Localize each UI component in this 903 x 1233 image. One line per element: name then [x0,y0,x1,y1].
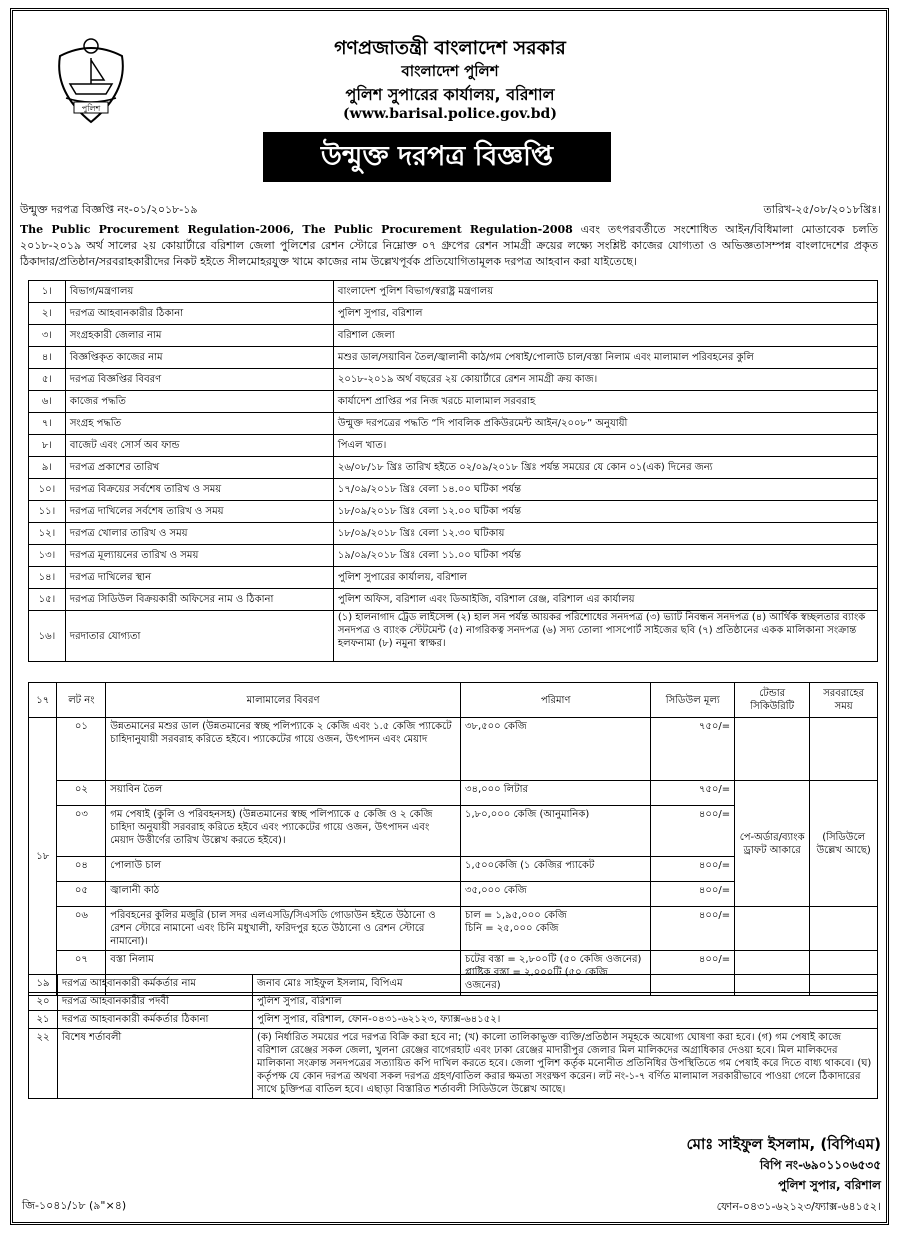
seal-text: পুলিশ [81,104,101,113]
info-row [29,523,878,545]
info-row-value: ২৬/০৮/১৮ খ্রিঃ তারিখ হইতে ০২/০৯/২০১৮ খ্রিঃ পর্যন্ত সময়ের যে কোন ০১(এক) দিনের জন্য [333,457,877,479]
notice-banner: উন্মুক্ত দরপত্র বিজ্ঞপ্তি [263,132,611,182]
info-row-value: পিএল খাত। [333,435,877,457]
info-row-number: ১৩। [29,545,66,567]
lot-number: ০২ [57,781,106,806]
officer-row-value: পুলিশ সুপার, বরিশাল [253,993,878,1011]
info-row-number: ১০। [29,479,66,501]
info-row [29,281,878,303]
info-row-value: মশুর ডাল/সয়াবিন তৈল/জ্বালানী কাঠ/গম পেষাই/পোলাউ চাল/বস্তা নিলাম এবং মালামাল পরিবহনের কুলি [333,347,877,369]
officer-row-value: পুলিশ সুপার, বরিশাল, ফোন-০৪৩১-৬২১২৩, ফ্যাক্স-৬৪১৫২। [253,1011,878,1029]
info-row-value: ১৮/০৯/২০১৮ খ্রিঃ বেলা ১২.০০ ঘটিকা পর্যন্ত [333,501,877,523]
info-row-value: পুলিশ সুপার, বরিশাল [333,303,877,325]
info-row-value: কার্যাদেশ প্রাপ্তির পর নিজ খরচে মালামাল সরবরাহ [333,391,877,413]
lot-quantity: ১,৫০০কেজি (১ কেজির প্যাকেট [460,857,650,882]
info-row-label: দরপত্র বিক্রয়ের সর্বশেষ তারিখ ও সময় [65,479,333,501]
lots-header-row [29,683,878,718]
info-row-label: দরপত্র খোলার তারিখ ও সময় [65,523,333,545]
lot-schedule-price: ৪০০/= [651,882,735,907]
notice-number: উন্মুক্ত দরপত্র বিজ্ঞপ্তি নং-০১/২০১৮-১৯ [20,203,198,216]
lot-number: ০১ [57,718,106,781]
officer-row-label: দরপত্র আহবানকারী কর্মকর্তার ঠিকানা [58,1011,253,1029]
lots-table [28,682,878,996]
info-row [29,435,878,457]
info-row-label: কাজের পদ্ধতি [65,391,333,413]
lot-quantity: ৩৫,০০০ কেজি [460,882,650,907]
signatory-contact: ফোন-০৪৩১-৬২১২৩/ফ্যাক্স-৬৪১৫২। [716,1200,881,1213]
info-row-number: ৭। [29,413,66,435]
notice-date: তারিখ-২৫/০৮/২০১৮খ্রিঃ। [763,203,881,216]
info-row [29,567,878,589]
lot-row [29,781,878,806]
info-row-label: দরপত্র মূল্যায়নের তারিখ ও সময় [65,545,333,567]
info-row-value: উন্মুক্ত দরপত্রের পদ্ধতি “দি পাবলিক প্রকিউরমেন্ট আইন/২০০৮” অনুযায়ী [333,413,877,435]
price-header: সিডিউল মূল্য [651,683,735,718]
lot-number: ০৬ [57,907,106,951]
info-row-label: দরপত্র সিডিউল বিক্রয়কারী অফিসের নাম ও ঠিকানা [65,589,333,611]
department-title: বাংলাদেশ পুলিশ [401,62,499,80]
info-row [29,369,878,391]
signatory-designation: পুলিশ সুপার, বরিশাল [778,1178,881,1192]
info-row-value: ২০১৮-২০১৯ অর্থ বছরের ২য় কোয়ার্টারে রেশন সামগ্রী ক্রয় কাজ। [333,369,877,391]
officer-row-label: বিশেষ শর্তাবলী [58,1029,253,1099]
intro-text: এবং তৎপরবর্তীতে সংশোধিত আইন/বিধিমালা মোতাবেক চলতি ২০১৮-২০১৯ অর্থ সালের ২য় কোয়ার্টারে বরিশাল জেলা পুলিশের রেশন স্টোরে নিম্নোক্ত ০৭ গ্রুপের রেশন সামগ্রী ক্রয়ের লক্ষ্যে সংশ্লিষ্ট কাজের যোগ্যতা ও অভিজ্ঞতাসম্পন্ন বাংলাদেশের প্রকৃত ঠিকাদার/প্রতিষ্ঠান/সরবরাহকারীদের নিকট হইতে সীলমোহরযুক্ত খামে কাজের নাম উল্লেখপূর্বক প্রতিযোগিতামূলক দরপত্র আহবান করা যাইতেছে। [20,223,878,268]
info-row-number: ১৪। [29,567,66,589]
time-header: সরবরাহের সময় [810,683,878,718]
info-row-number: ১৬। [29,611,66,662]
info-row-value: পুলিশ অফিস, বরিশাল এবং ডিআইজি, বরিশাল রেঞ্জ, বরিশাল এর কার্যালয় [333,589,877,611]
officer-row-label: দরপত্র আহবানকারী কর্মকর্তার নাম [58,975,253,993]
officer-row-value: জনাব মোঃ সাইফুল ইসলাম, বিপিএম [253,975,878,993]
lot-description: বস্তা নিলাম [106,951,461,996]
info-row [29,325,878,347]
lot-description: জ্বালানী কাঠ [106,882,461,907]
officer-row [29,993,878,1011]
officer-row [29,975,878,993]
supply-time: (সিডিউলে উল্লেখ আছে) [810,781,878,907]
lot-number: ০৪ [57,857,106,882]
officer-row-value: (ক) নির্ধারিত সময়ের পরে দরপত্র বিক্রি করা হবে না; (খ) কালো তালিকাভুক্ত ব্যক্তি/প্রতিষ্ঠান সমূহকে অযোগ্য ঘোষণা করা হবে। (গ) গম পেষাই কাজে বরিশাল রেঞ্জের সকল জেলা, খুলনা রেঞ্জের বাগেরহাট এবং ঢাকা রেঞ্জের মাদারীপুর জেলার মিল মালিকদের অগ্রাধিকার দেওয়া হবে। মিল মালিকদের মালিকানা সংক্রান্ত সনদপত্রের সত্যায়িত কপি দাখিল করতে হবে। জেলা পুলিশ কর্তৃক মনোনীত প্রতিনিধির উপস্থিতিতে গম পেষাই করে দিতে বাধ্য থাকবে। (ঘ) কর্তৃপক্ষ যে কোন দরপত্র অথবা সকল দরপত্র গ্রহণ/বাতিল করার ক্ষমতা সংরক্ষণ করেন। লট নং-১-৭ বর্ণিত মালামাল সরকারীভাবে পাওয়া গেলে ঠিকাদারের সাথে চুক্তিপত্র বাতিল হবে। এছাড়া বিস্তারিত শর্তাবলী সিডিউলে উল্লেখ আছে। [253,1029,878,1099]
info-row [29,501,878,523]
lot-description: সয়াবিন তৈল [106,781,461,806]
row-number: ১৭ [29,683,57,718]
lot-schedule-price: ৪০০/= [651,907,735,951]
lot-schedule-price: ৭৫০/= [651,781,735,806]
info-row-label: দরপত্র প্রকাশের তারিখ [65,457,333,479]
lot-row [29,718,878,781]
lot-description: গম পেষাই (কুলি ও পরিবহনসহ) (উন্নতমানের স্বচ্ছ পলিপ্যাকে ৫ কেজি ও ২ কেজি চাহিদা অনুযায়ী সরবরাহ করিতে হইবে এবং প্যাকেটের গায়ে ওজন, উৎপাদন এবং মেয়াদ উত্তীর্ণের তারিখ উল্লেখ করতে হইবে)। [106,806,461,857]
lot-quantity: ১,৮০,০০০ কেজি (আনুমানিক) [460,806,650,857]
lot-schedule-price: ৪০০/= [651,857,735,882]
info-row [29,611,878,662]
info-row-value: পুলিশ সুপারের কার্যালয়, বরিশাল [333,567,877,589]
info-row-number: ১৫। [29,589,66,611]
empty-cell [810,718,878,781]
info-row [29,479,878,501]
info-row-value: ১৮/০৯/২০১৮ খ্রিঃ বেলা ১২.৩০ ঘটিকায় [333,523,877,545]
info-row [29,391,878,413]
info-row-label: বাজেট এবং সোর্স অব ফান্ড [65,435,333,457]
officer-row-label: দরপত্র আহবানকারীর পদবী [58,993,253,1011]
lot-row [29,907,878,951]
info-row-value: (১) হালনাগাদ ট্রেড লাইসেন্স (২) হাল সন পর্যন্ত আয়কর পরিশোধের সনদপত্র (৩) ভ্যাট নিবন্ধন সনদপত্র (৪) আর্থিক স্বচ্ছলতার ব্যাংক সনদপত্র ও ব্যাংক স্টেটমেন্ট (৫) নাগরিকত্ব সনদপত্র (৬) সদ্য তোলা পাসপোর্ট সাইজের ছবি (৭) প্রতিষ্ঠানের একক মালিকানা সংক্রান্ত হলফনামা (৮) নমুনা স্বাক্ষর। [333,611,877,662]
info-row-label: দরপত্র বিজ্ঞপ্তির বিবরণ [65,369,333,391]
qty-header: পরিমাণ [460,683,650,718]
info-row-number: ১। [29,281,66,303]
lot-description: পোলাউ চাল [106,857,461,882]
info-row-number: ৯। [29,457,66,479]
print-code: জি-১০৪১/১৮ (৯"×৪) [22,1199,127,1212]
intro-regulation: The Public Procurement Regulation-2006, The Public Procurement Regulation-2008 [20,223,573,236]
group-number: ১৮ [29,718,57,996]
info-row [29,303,878,325]
signatory-name: মোঃ সাইফুল ইসলাম, (বিপিএম) [686,1135,881,1153]
lot-number: ০৭ [57,951,106,996]
officer-row-number: ২০ [29,993,58,1011]
info-row-number: ৬। [29,391,66,413]
lot-header: লট নং [57,683,106,718]
info-row-label: দরপত্র দাখিলের সর্বশেষ তারিখ ও সময় [65,501,333,523]
lot-description: উন্নতমানের মশুর ডাল (উন্নতমানের স্বচ্ছ পলিপ্যাকে ২ কেজি এবং ১.৫ কেজি প্যাকেটে চাহিদানুযায়ী সরবরাহ করিতে হইবে। প্যাকেটের গায়ে ওজন, উৎপাদন এবং মেয়াদ [106,718,461,781]
officer-table [28,974,878,1099]
officer-row-number: ২২ [29,1029,58,1099]
lot-quantity: চাল = ১,৯৫,০০০ কেজি চিনি = ২৫,০০০ কেজি [460,907,650,951]
website-link[interactable]: (www.barisal.police.gov.bd) [343,106,557,122]
officer-row-number: ২১ [29,1011,58,1029]
info-row [29,589,878,611]
info-row-number: ১১। [29,501,66,523]
officer-row-number: ১৯ [29,975,58,993]
lot-quantity: চটের বস্তা = ২,৮০০টি (৫০ কেজি ওজনের) প্লাষ্টিক বস্তা = ২,০০০টি (৫০ কেজি ওজনের) [460,951,650,996]
info-row-label: বিভাগ/মন্ত্রণালয় [65,281,333,303]
tender-info-table [28,280,878,662]
info-row [29,545,878,567]
info-row-number: ১২। [29,523,66,545]
lot-quantity: ৩৪,০০০ লিটার [460,781,650,806]
empty-cell [810,907,878,951]
lot-number: ০৩ [57,806,106,857]
tender-security: পে-অর্ডার/ব্যাংক ড্রাফট আকারে [735,781,810,907]
info-row-label: বিজ্ঞপ্তিকৃত কাজের নাম [65,347,333,369]
officer-row [29,1011,878,1029]
security-header: টেন্ডার সিকিউরিটি [735,683,810,718]
info-row-number: ২। [29,303,66,325]
empty-cell [735,907,810,951]
info-row [29,347,878,369]
lot-description: পরিবহনের কুলির মজুরি (চাল সদর এলএসডি/সিএসডি গোডাউন হইতে উঠানো ও রেশন স্টোরে নামানো এবং চিনি মধুখালী, ফরিদপুর হতে উঠানো ও রেশন স্টোরে নামানো)। [106,907,461,951]
lot-number: ০৫ [57,882,106,907]
info-row-label: সংগ্রহকারী জেলার নাম [65,325,333,347]
info-row-label: দরপত্র আহবানকারীর ঠিকানা [65,303,333,325]
desc-header: মালামালের বিবরণ [106,683,461,718]
info-row-number: ৩। [29,325,66,347]
officer-row [29,1029,878,1099]
info-row-label: দরপত্র দাখিলের স্থান [65,567,333,589]
info-row [29,457,878,479]
lot-schedule-price: ৪০০/= [651,806,735,857]
govt-title: গণপ্রজাতন্ত্রী বাংলাদেশ সরকার [334,37,566,59]
lot-quantity: ৩৮,৫০০ কেজি [460,718,650,781]
police-seal-logo [48,32,134,128]
info-row-number: ৪। [29,347,66,369]
info-row-value: বাংলাদেশ পুলিশ বিভাগ/স্বরাষ্ট্র মন্ত্রণালয় [333,281,877,303]
info-row-value: ১৯/০৯/২০১৮ খ্রিঃ বেলা ১১.০০ ঘটিকা পর্যন্ত [333,545,877,567]
office-title: পুলিশ সুপারের কার্যালয়, বরিশাল [345,85,555,104]
lot-schedule-price: ৭৫০/= [651,718,735,781]
empty-cell [735,718,810,781]
info-row-number: ৮। [29,435,66,457]
info-row-label: দরদাতার যোগ্যতা [65,611,333,662]
info-row-value: বরিশাল জেলা [333,325,877,347]
intro-paragraph [20,222,878,270]
info-row-label: সংগ্রহ পদ্ধতি [65,413,333,435]
info-row [29,413,878,435]
info-row-value: ১৭/০৯/২০১৮ খ্রিঃ বেলা ১৪.০০ ঘটিকা পর্যন্ত [333,479,877,501]
lot-schedule-price: ৪০০/= [651,951,735,996]
info-row-number: ৫। [29,369,66,391]
signatory-bp-no: বিপি নং-৬৯০১১০৬৫৩৫ [759,1158,881,1172]
